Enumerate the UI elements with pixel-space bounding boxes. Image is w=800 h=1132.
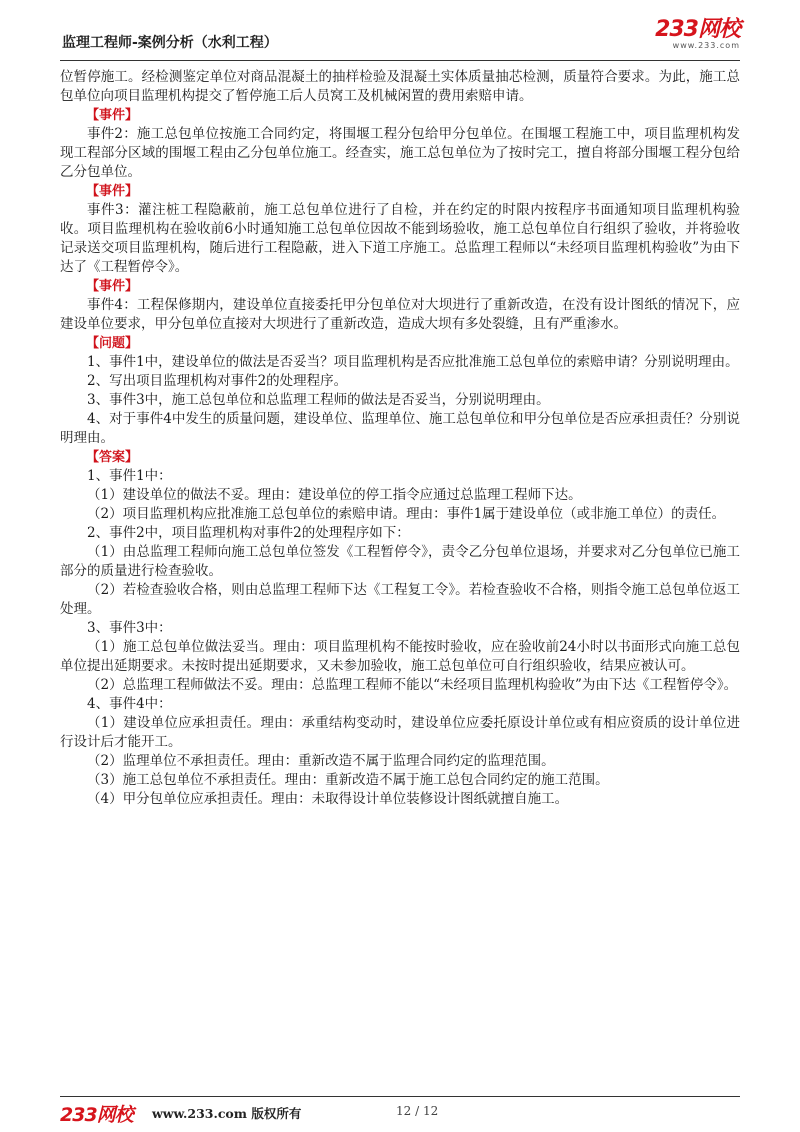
section-tag-label: 【问题】 (86, 336, 139, 351)
body-paragraph: （1）建设单位应承担责任。理由：承重结构变动时，建设单位应委托原设计单位或有相应资质的设计单位进行设计后才能开工。 (60, 715, 740, 750)
body-paragraph: 4、对于事件4中发生的质量问题，建设单位、监理单位、施工总包单位和甲分包单位是否应承担责任？分别说明理由。 (60, 411, 740, 446)
body-paragraph: 4、事件4中： (87, 696, 172, 712)
section-tag (60, 448, 740, 467)
logo-url: www.233.com (672, 41, 740, 50)
copyright-text: www.233.com 版权所有 (152, 1106, 302, 1121)
page-number: 12 / 12 (396, 1104, 439, 1118)
body-paragraph: 3、事件3中，施工总包单位和总监理工程师的做法是否妥当，分别说明理由。 (87, 392, 550, 408)
body-paragraph: 事件2：施工总包单位按施工合同约定，将围堰工程分包给甲分包单位。在围堰工程施工中，项目监理机构发现工程部分区域的围堰工程由乙分包单位施工。经查实，施工总包单位为了按时完工，擅自将部分围堰工程分包给乙分包单位。 (60, 126, 740, 180)
section-tag-label: 【事件】 (86, 108, 139, 123)
section-tag (60, 182, 740, 201)
document-body (60, 68, 740, 809)
body-paragraph: （3）施工总包单位不承担责任。理由：重新改造不属于施工总包合同约定的施工范围。 (87, 772, 609, 788)
footer-divider (60, 1096, 740, 1097)
page-footer (60, 1100, 740, 1124)
brand-logo (655, 18, 740, 50)
footer-logo: 233网校 (60, 1104, 133, 1126)
body-paragraph: 位暂停施工。经检测鉴定单位对商品混凝土的抽样检验及混凝土实体质量抽芯检测，质量符合要求。为此，施工总包单位向项目监理机构提交了暂停施工后人员窝工及机械闲置的费用索赔申请。 (60, 69, 740, 104)
page-header (60, 18, 740, 58)
body-paragraph: 3、事件3中： (87, 620, 172, 636)
body-paragraph: （1）建设单位的做法不妥。理由：建设单位的停工指令应通过总监理工程师下达。 (87, 487, 582, 503)
body-paragraph: 2、事件2中，项目监理机构对事件2的处理程序如下： (87, 525, 410, 541)
section-tag (60, 106, 740, 125)
body-paragraph: 事件3：灌注桩工程隐蔽前，施工总包单位进行了自检，并在约定的时限内按程序书面通知项目监理机构验收。项目监理机构在验收前6小时通知施工总包单位因故不能到场验收，施工总包单位自行组织了验收，并将验收记录送交项目监理机构，随后进行工程隐蔽，进入下道工序施工。总监理工程师以“未经项目监理机构验收”为由下达了《工程暂停令》。 (60, 202, 740, 275)
body-paragraph: （2）项目监理机构应批准施工总包单位的索赔申请。理由：事件1属于建设单位（或非施工单位）的责任。 (87, 506, 726, 522)
body-paragraph: 1、事件1中： (87, 468, 172, 484)
logo-text: 233网校 (655, 17, 740, 42)
body-paragraph: 1、事件1中，建设单位的做法是否妥当？项目监理机构是否应批准施工总包单位的索赔申请？分别说明理由。 (87, 354, 739, 370)
body-paragraph: 事件4：工程保修期内，建设单位直接委托甲分包单位对大坝进行了重新改造，在没有设计图纸的情况下，应建设单位要求，甲分包单位直接对大坝进行了重新改造，造成大坝有多处裂缝，且有严重渗水。 (60, 297, 740, 332)
body-paragraph: （2）监理单位不承担责任。理由：重新改造不属于监理合同约定的监理范围。 (87, 753, 555, 769)
body-paragraph: （4）甲分包单位应承担责任。理由：未取得设计单位装修设计图纸就擅自施工。 (87, 791, 569, 807)
section-tag (60, 334, 740, 353)
body-paragraph: （2）总监理工程师做法不妥。理由：总监理工程师不能以“未经项目监理机构验收”为由下达《工程暂停令》。 (87, 677, 738, 693)
body-paragraph: （1）施工总包单位做法妥当。理由：项目监理机构不能按时验收，应在验收前24小时以书面形式向施工总包单位提出延期要求。未按时提出延期要求，又未参加验收，施工总包单位可自行组织验收，结果应被认可。 (60, 639, 740, 674)
section-tag-label: 【事件】 (86, 184, 139, 199)
body-paragraph: （1）由总监理工程师向施工总包单位签发《工程暂停令》，责令乙分包单位退场，并要求对乙分包单位已施工部分的质量进行检查验收。 (60, 544, 740, 579)
section-tag-label: 【答案】 (86, 450, 139, 465)
section-tag-label: 【事件】 (86, 279, 139, 294)
body-paragraph: 2、写出项目监理机构对事件2的处理程序。 (87, 373, 348, 389)
header-divider (60, 60, 740, 61)
document-title: 监理工程师-案例分析（水利工程） (62, 35, 278, 51)
body-paragraph: （2）若检查验收合格，则由总监理工程师下达《工程复工令》。若检查验收不合格，则指令施工总包单位返工处理。 (60, 582, 740, 617)
section-tag (60, 277, 740, 296)
